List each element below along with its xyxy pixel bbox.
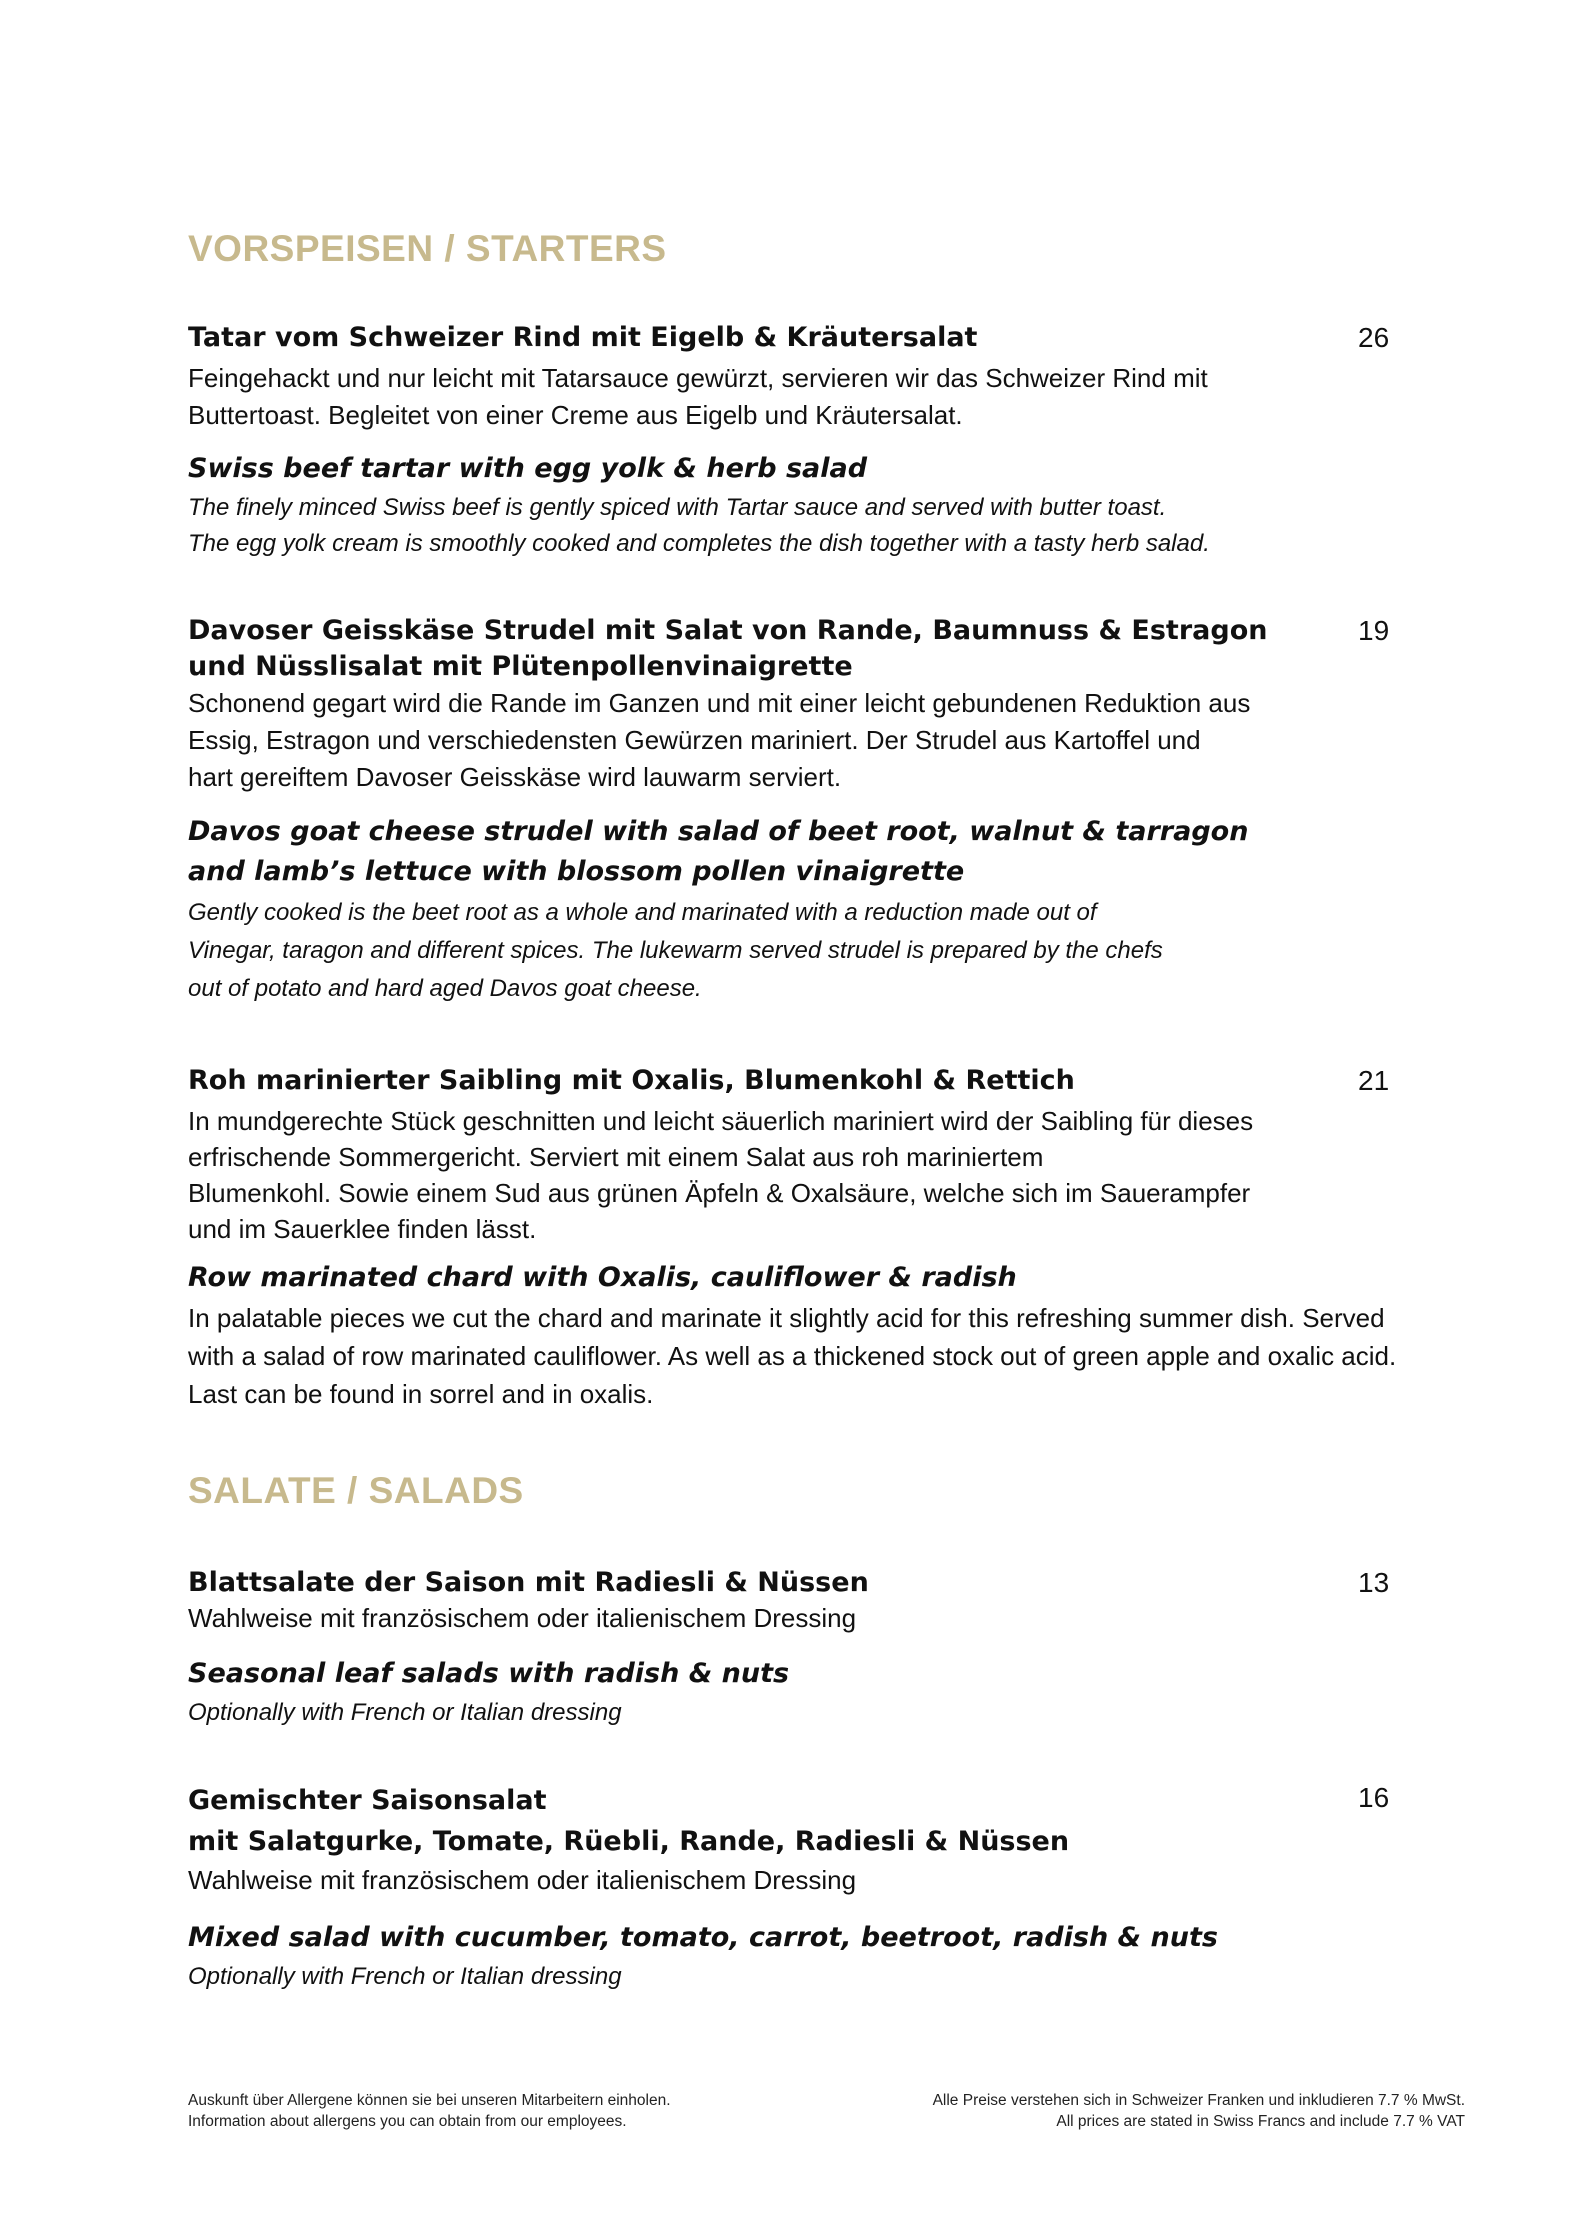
- dish-description-de: Wahlweise mit französischem oder italienischem Dressing: [188, 1865, 857, 1895]
- dish-title-de: Gemischter Saisonsalat mit Salatgurke, Tomate, Rüebli, Rande, Radiesli & Nüssen: [188, 1785, 1070, 1857]
- dish-description-en: Optionally with French or Italian dressing: [188, 1699, 622, 1726]
- dish-mixed-salad: [188, 1780, 1448, 1995]
- dish-leaf-salad: [188, 1565, 1448, 1731]
- dish-description-en: In palatable pieces we cut the chard and marinate it slightly acid for this refreshing summer dish. Served with a salad of row marinated cauliflower. As well as a thickened stock out of green apple and oxalic acid. Last can be found in sorrel and in oxalis.: [188, 1303, 1397, 1409]
- dish-title-de: Tatar vom Schweizer Rind mit Eigelb & Kräutersalat: [188, 322, 978, 353]
- dish-description-en: Optionally with French or Italian dressing: [188, 1963, 622, 1990]
- footer-allergen-note: Auskunft über Allergene können sie bei unseren Mitarbeitern einholen. Information about allergens you can obtain from our employees.: [188, 2092, 671, 2130]
- dish-title-en: Row marinated chard with Oxalis, cauliflower & radish: [188, 1262, 1017, 1293]
- dish-description-en: The finely minced Swiss beef is gently spiced with Tartar sauce and served with butter toast. The egg yolk cream is smoothly cooked and completes the dish together with a tasty herb salad.: [188, 494, 1210, 557]
- dish-price: 13: [1358, 1567, 1390, 1598]
- dish-description-de: Schonend gegart wird die Rande im Ganzen und mit einer leicht gebundenen Reduktion aus Essig, Estragon und verschiedensten Gewürzen mariniert. Der Strudel aus Kartoffel und hart gereiftem Davoser Geisskäse wird lauwarm serviert.: [188, 688, 1251, 792]
- dish-description-de: In mundgerechte Stück geschnitten und leicht säuerlich mariniert wird der Saibling für dieses erfrischende Sommergericht. Serviert mit einem Salat aus roh mariniertem Blumenkohl. Sowie einem Sud aus grünen Äpfeln & Oxalsäure, welche sich im Sauerampfer und im Sauerklee finden lässt.: [188, 1106, 1254, 1244]
- dish-title-en: Seasonal leaf salads with radish & nuts: [188, 1658, 790, 1689]
- footer-price-note: Alle Preise verstehen sich in Schweizer Franken und inkludieren 7.7 % MwSt. All prices are stated in Swiss Francs and include 7.7 % VAT: [932, 2092, 1465, 2130]
- dish-price: 16: [1358, 1782, 1390, 1813]
- dish-title-en: Mixed salad with cucumber, tomato, carrot, beetroot, radish & nuts: [188, 1922, 1218, 1953]
- dish-description-de: Feingehackt und nur leicht mit Tatarsauce gewürzt, servieren wir das Schweizer Rind mit Buttertoast. Begleitet von einer Creme aus Eigelb und Kräutersalat.: [188, 363, 1208, 430]
- dish-price: 19: [1358, 615, 1390, 646]
- dish-title-de: Roh marinierter Saibling mit Oxalis, Blumenkohl & Rettich: [188, 1065, 1075, 1096]
- dish-tatar: [188, 320, 1448, 562]
- dish-description-en: Gently cooked is the beet root as a whole and marinated with a reduction made out of Vinegar, taragon and different spices. The lukewarm served strudel is prepared by the chefs out of potato and hard aged Davos goat cheese.: [188, 899, 1163, 1002]
- dish-saibling: [188, 1063, 1448, 1413]
- dish-title-en: Swiss beef tartar with egg yolk & herb salad: [188, 453, 868, 484]
- dish-price: 26: [1358, 322, 1390, 353]
- dish-title-de: Davoser Geisskäse Strudel mit Salat von Rande, Baumnuss & Estragon und Nüsslisalat mit Plütenpollenvinaigrette: [188, 615, 1268, 682]
- dish-strudel: [188, 613, 1448, 1008]
- dish-title-de: Blattsalate der Saison mit Radiesli & Nüssen: [188, 1567, 869, 1598]
- section-title-starters: VORSPEISEN / STARTERS: [188, 228, 667, 269]
- dish-description-de: Wahlweise mit französischem oder italienischem Dressing: [188, 1603, 857, 1633]
- dish-title-en: Davos goat cheese strudel with salad of beet root, walnut & tarragon and lamb’s lettuce with blossom pollen vinaigrette: [188, 816, 1249, 887]
- dish-price: 21: [1358, 1065, 1390, 1096]
- section-title-salads: SALATE / SALADS: [188, 1470, 524, 1511]
